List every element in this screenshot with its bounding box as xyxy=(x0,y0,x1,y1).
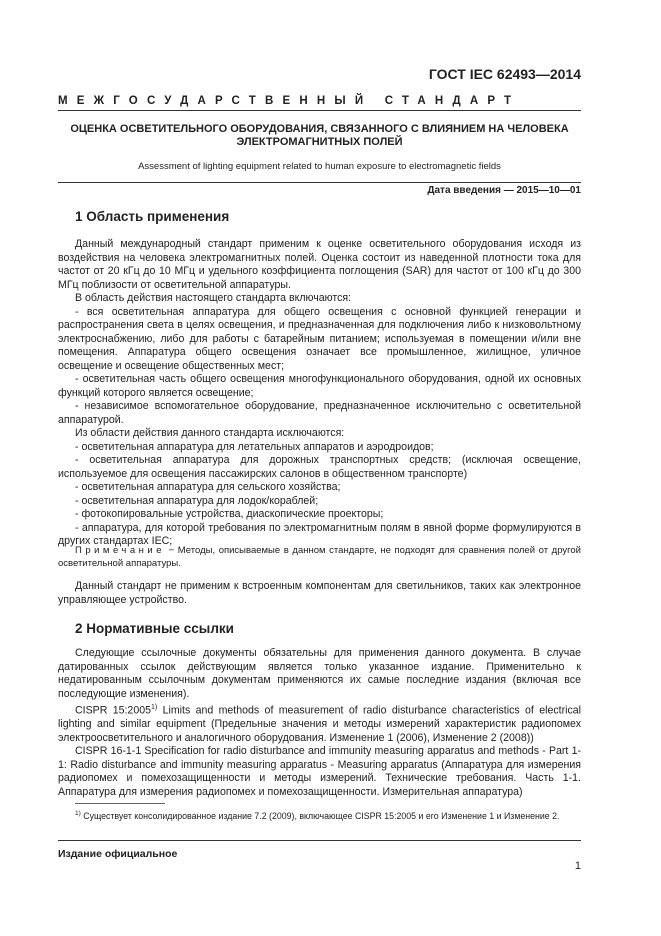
list-item: - аппаратура, для которой требования по электромагнитным полям в явной форме формулируются в других стандартах IEC; xyxy=(58,521,581,547)
intro-date: Дата введения — 2015—10—01 xyxy=(427,185,581,196)
reference-text: Limits and methods of measurement of radio disturbance characteristics of electrical lighting and similar equipment (Предельные значения и методы измерений характеристик радиопомех электроосветительного и аналогичного оборудования. Изменение 1 (2006), Изменение 2 (2008)) xyxy=(58,704,581,744)
list-item: - осветительная аппаратура для дорожных транспортных средств; (исключая освещение, используемое для освещения пассажирских салонов в общественном транспорте) xyxy=(58,454,581,480)
list-item: - вся осветительная аппаратура для общего освещения с основной функцией генерации и распространения света в целях освещения, и предназначенная для подключения либо к низковольтному электроснабжению, либо для работы с батарейным питанием; используемая в помещении и/или вне помещения. Аппаратура общего освещения означает все промышленное, жилищное, уличное освещение и освещение общественных мест; xyxy=(58,305,581,372)
footnote-marker: 1) xyxy=(151,704,158,711)
note-text: − Методы, описываемые в данном стандарте, не подходят для сравнения полей от другой осветительной аппаратуры. xyxy=(58,545,581,569)
paragraph: Из области действия данного стандарта исключаются: xyxy=(75,427,345,439)
list-item: - осветительная часть общего освещения многофункционального оборудования, одной их основных функций которого является освещение; xyxy=(58,373,581,399)
footnote-marker: 1) xyxy=(75,810,81,817)
list-item: - независимое вспомогательное оборудование, предназначенное исключительно с осветительной аппаратурой. xyxy=(58,400,581,426)
paragraph: В область действия настоящего стандарта включаются: xyxy=(75,292,352,304)
footnote xyxy=(58,808,581,822)
section-1-closing xyxy=(58,580,581,607)
note-heading: Примечание xyxy=(75,545,165,556)
list-item: - осветительная аппаратура для сельского хозяйства; xyxy=(75,481,341,493)
list-item: - фотокопировальные устройства, диаскопические проекторы; xyxy=(75,508,384,520)
paragraph: Следующие ссылочные документы обязательны для применения данного документа. В случае датированных ссылок действующим является только указанное издание. Применительно к недатированным ссылочным документам применяются их самые последние издания (включая все последующие изменения). xyxy=(58,647,581,700)
official-edition-label: Издание официальное xyxy=(58,848,178,860)
list-item: - осветительная аппаратура для лодок/кораблей; xyxy=(75,494,319,507)
section-2-heading: 2 Нормативные ссылки xyxy=(75,621,234,636)
footnote-text: Существует консолидированное издание 7.2 (2009), включающее CISPR 15:2005 и его Изменение 1 и Изменение 2. xyxy=(80,810,560,821)
page-number: 1 xyxy=(574,860,581,872)
footer-rule xyxy=(58,840,581,841)
title-line-2: ЭЛЕКТРОМАГНИТНЫХ ПОЛЕЙ xyxy=(236,136,403,148)
standard-id: ГОСТ IEC 62493—2014 xyxy=(428,66,581,82)
footnote-rule xyxy=(75,803,165,804)
list-item: - осветительная аппаратура для летательных аппаратов и аэродроидов; xyxy=(75,440,434,453)
reference-id: CISPR 15:2005 xyxy=(75,704,152,717)
note xyxy=(58,545,581,570)
section-2-body xyxy=(58,647,581,799)
paragraph: Данный стандарт не применим к встроенным компонентам для светильников, таких как электронное управляющее устройство. xyxy=(58,580,581,606)
paragraph: Данный международный стандарт применим к оценке осветительного оборудования исходя из воздействия на человека электромагнитных полей. Оценка состоит из наведенной плотности тока для частот от 20 кГц до 10 МГц и удельного коэффициента поглощения (SAR) для частот от 100 кГц до 300 МГц поблизости от осветительной аппаратуры. xyxy=(58,238,581,291)
title-line-1: ОЦЕНКА ОСВЕТИТЕЛЬНОГО ОБОРУДОВАНИЯ, СВЯЗАННОГО С ВЛИЯНИЕМ НА ЧЕЛОВЕКА xyxy=(70,123,569,135)
section-1-body xyxy=(58,238,581,549)
section-1-heading: 1 Область применения xyxy=(75,209,230,224)
document-title xyxy=(58,123,581,149)
note-paragraph xyxy=(58,545,581,570)
intro-date-rule xyxy=(58,182,581,183)
reference-cispr-16-1-1: CISPR 16-1-1 Specification for radio disturbance and immunity measuring apparatus and methods - Part 1-1: Radio disturbance and immunity measuring apparatus - Measuring apparatus (Аппаратура для измерения радиопомех и помехозащищенности и методы измерений. Технические требования. Часть 1-1. Аппаратура для измерения радиопомех и помехозащищенности. Измерительная аппаратура) xyxy=(58,745,581,798)
english-title: Assessment of lighting equipment related to human exposure to electromagnetic fields xyxy=(138,161,501,172)
footnote-paragraph xyxy=(58,808,581,822)
header-rule xyxy=(58,110,581,111)
interstate-standard-label: МЕЖГОСУДАРСТВЕННЫЙ СТАНДАРТ xyxy=(58,95,521,107)
reference-cispr-15 xyxy=(58,701,581,745)
